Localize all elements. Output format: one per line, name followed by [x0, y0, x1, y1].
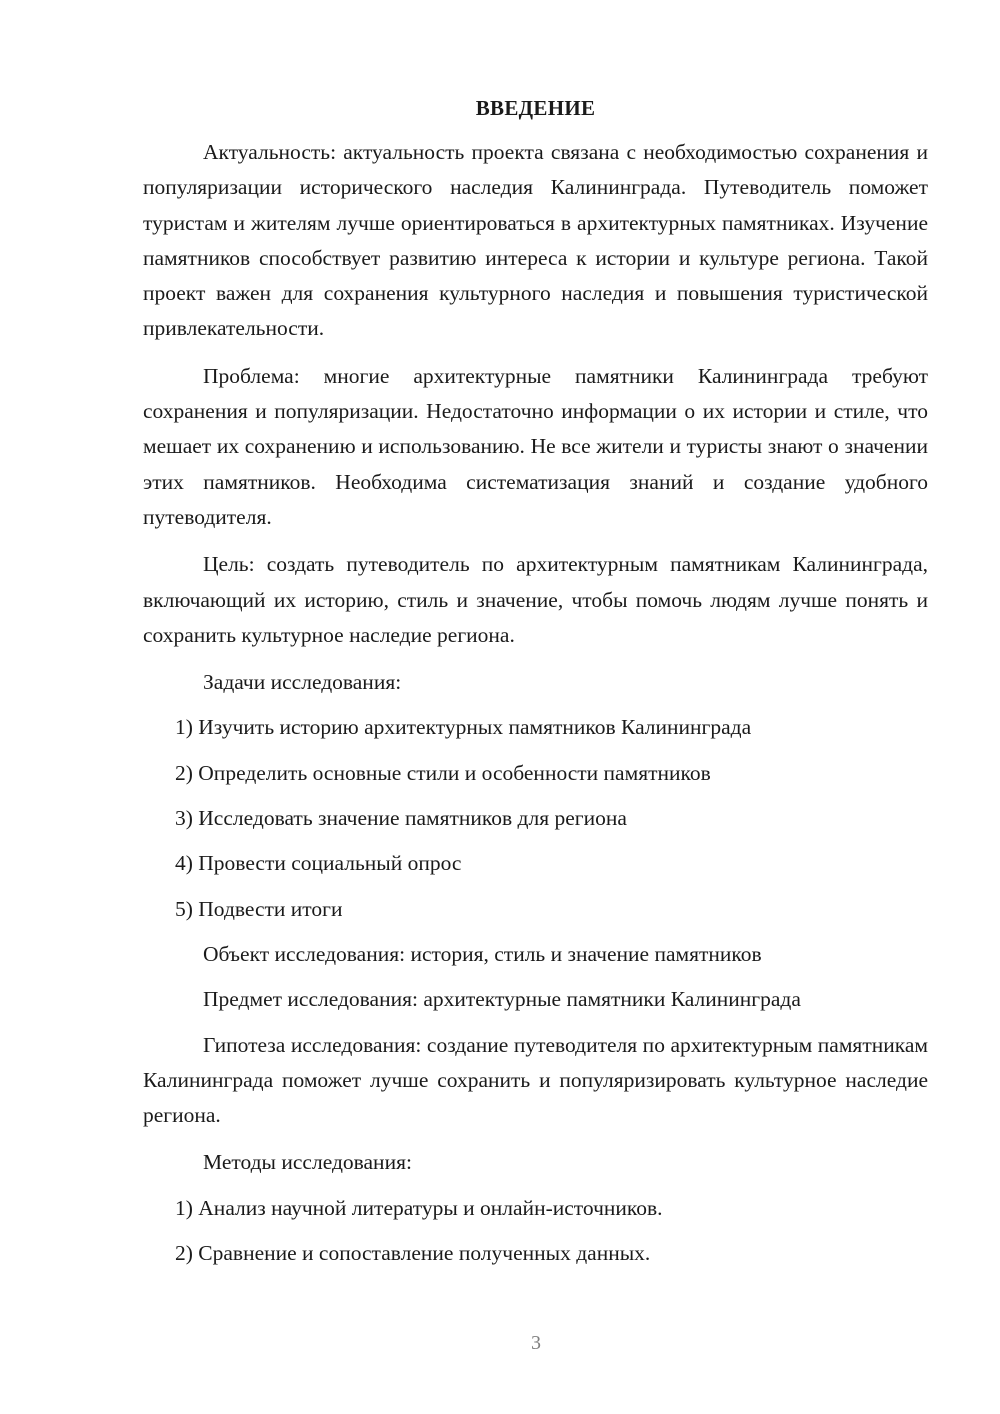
page-number: 3 [531, 1332, 541, 1354]
method-item: 1) Анализ научной литературы и онлайн-источников. [175, 1195, 663, 1220]
relevance-paragraph: Актуальность: актуальность проекта связана с необходимостью сохранения и популяризации исторического наследия Калининграда. Путеводитель поможет туристам и жителям лучше ориентироваться в архитектурных памятниках. Изучение памятников способствует развитию интереса к истории и культуре региона. Такой проект важен для сохранения культурного наследия и повышения туристической привлекательности. [143, 140, 928, 341]
hypothesis-paragraph: Гипотеза исследования: создание путеводителя по архитектурным памятникам Калининграда поможет лучше сохранить и популяризировать культурное наследие региона. [143, 1032, 928, 1128]
object-line: Объект исследования: история, стиль и значение памятников [203, 941, 762, 966]
task-item: 1) Изучить историю архитектурных памятников Калининграда [175, 715, 752, 740]
task-item: 3) Исследовать значение памятников для региона [175, 806, 627, 831]
method-item: 2) Сравнение и сопоставление полученных данных. [175, 1241, 651, 1266]
task-item: 2) Определить основные стили и особенности памятников [175, 760, 711, 785]
methods-heading: Методы исследования: [203, 1150, 412, 1175]
goal-paragraph: Цель: создать путеводитель по архитектурным памятникам Калининграда, включающий их историю, стиль и значение, чтобы помочь людям лучше понять и сохранить культурное наследие региона. [143, 552, 928, 647]
subject-line: Предмет исследования: архитектурные памятники Калининграда [203, 987, 801, 1012]
document-page [143, 96, 928, 1281]
task-item: 5) Подвести итоги [175, 896, 343, 921]
task-item: 4) Провести социальный опрос [175, 851, 462, 876]
section-title: ВВЕДЕНИЕ [475, 96, 596, 120]
tasks-heading: Задачи исследования: [203, 670, 402, 695]
problem-paragraph: Проблема: многие архитектурные памятники Калининграда требуют сохранения и популяризации. Недостаточно информации о их истории и стиле, что мешает их сохранению и использованию. Не все жители и туристы знают о значении этих памятников. Необходима систематизация знаний и создание удобного путеводителя. [143, 363, 928, 529]
